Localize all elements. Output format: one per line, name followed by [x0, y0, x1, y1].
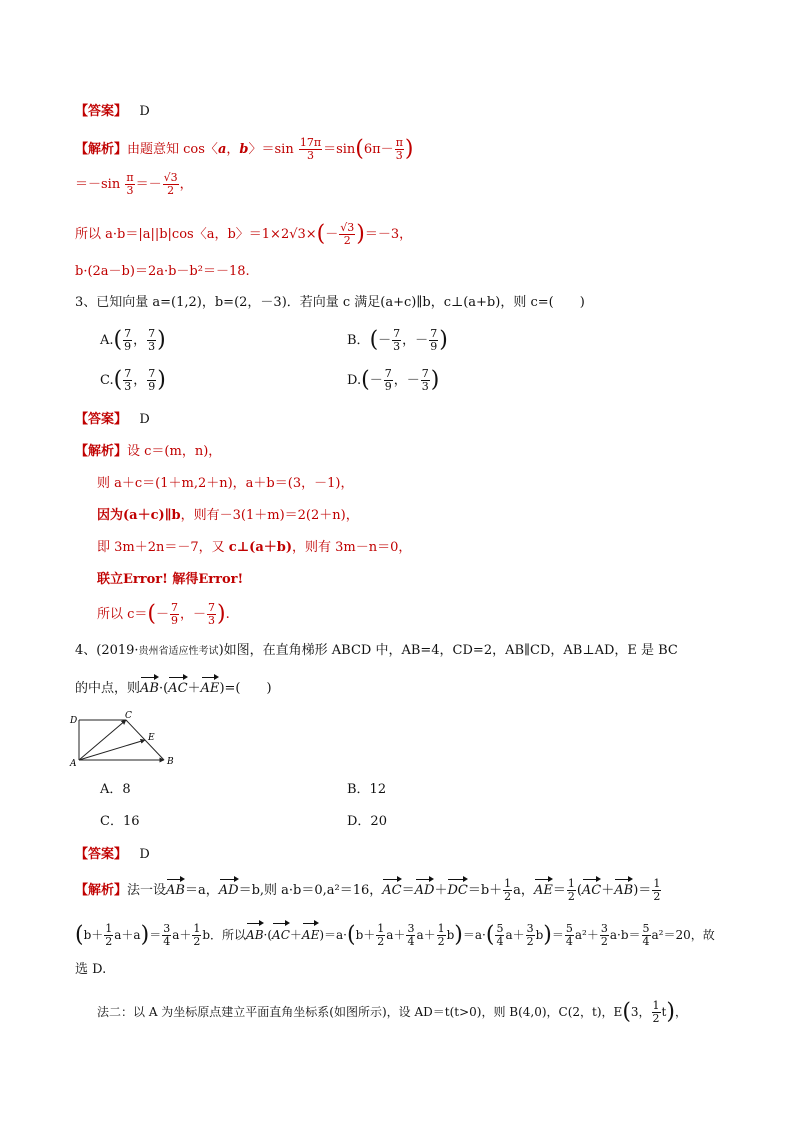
fraction: $\frac{\pi}{3}$	[395, 136, 403, 162]
analysis-q3-3	[97, 506, 734, 526]
analysis-q4-2: (b＋ $\frac{1}{2}$ a＋a)＝ $\frac{3}{4}$ a＋ $\frac{1}{2}$ b．所以AB·(AC＋AE)＝a·(b＋ $\frac{1}{2}$ a＋ $\frac{3}{4}$ a＋ $\frac{1}{2}$ b)＝a·( $\frac{5}{4}$ a＋ $\frac{3}{2}$ b)＝ $\frac{5}{4}$ a²＋ $\frac{3}{2}$ a·b＝ $\frac{5}{4}$ a²＝20，故	[75, 922, 715, 948]
highlight: 因为(a＋c)∥b	[97, 508, 181, 523]
expr: ＝－sin	[75, 177, 121, 192]
eq-sin-2: ＝sin	[323, 142, 356, 157]
expr: ，则有－3(1＋m)＝2(2＋n)，	[180, 508, 359, 523]
q4-option-b: B．12	[347, 782, 387, 797]
expr: ，则有 3m－n＝0，	[292, 540, 412, 555]
trapezoid-figure	[66, 710, 186, 772]
answer-value: D	[139, 412, 150, 427]
vector-AE: AE	[201, 676, 220, 699]
analysis-q3-4	[97, 538, 734, 558]
highlight: c⊥(a＋b)	[228, 540, 292, 555]
fraction: $\frac{√3}{2}$	[340, 221, 355, 247]
expr: b·(2a－b)＝2a·b－b²＝－18.	[75, 264, 250, 279]
vector-AB: AB	[140, 676, 159, 699]
analysis-tag: 【解析】	[75, 444, 128, 459]
option-b: B．(－ $\frac{7}{3}$ ，－ $\frac{7}{9}$ )	[347, 327, 448, 353]
var-b: b	[239, 142, 249, 157]
fraction: $\frac{\pi}{3}$	[126, 171, 134, 197]
analysis-q3-2: 则 a＋c＝(1＋m,2＋n)，a＋b＝(3，－1)，	[97, 476, 354, 491]
expr: 设 c＝(m，n)，	[127, 444, 222, 459]
expr: 所以 a·b＝|a||b|cos〈a，b〉＝1×2√3×	[75, 227, 317, 242]
question-4-stem-1: 4、(2019·贵州省适应性考试)如图，在直角梯形 ABCD 中，AB=4，CD=2，AB∥CD，AB⊥AD，E 是 BC	[75, 643, 678, 658]
analysis-q4-3: 选 D.	[75, 962, 107, 977]
answer-value: D	[139, 847, 150, 862]
expr: ，	[179, 177, 193, 192]
label-D: D	[70, 716, 78, 726]
q4-option-a: A．8	[100, 782, 131, 797]
var-a: a	[217, 142, 227, 157]
question-3-stem: 3、已知向量 a=(1,2)，b=(2，－3)．若向量 c 满足(a+c)∥b，c⊥(a+b)，则 c=( )	[75, 295, 585, 310]
eq-sin: 〉＝sin	[248, 142, 294, 157]
analysis-text: 由题意知 cos〈	[127, 142, 218, 157]
label-E: E	[148, 733, 155, 743]
analysis-line-3: 所以 a·b＝|a||b|cos〈a，b〉＝1×2√3×(－ $\frac{√3}{2}$ )＝－3，	[75, 221, 413, 247]
option-c: C.( $\frac{7}{3}$ ， $\frac{7}{9}$ )	[100, 367, 166, 393]
expr: 所以 c＝	[97, 607, 148, 622]
answer-tag: 【答案】	[75, 104, 128, 119]
option-a: A.( $\frac{7}{9}$ ， $\frac{7}{3}$ )	[100, 327, 166, 353]
analysis-q4-4: 法二：以 A 为坐标原点建立平面直角坐标系(如图所示)，设 AD＝t(t>0)，则 B(4,0)，C(2，t)，E(3， $\frac{1}{2}$ t)，	[97, 999, 687, 1025]
analysis-tag: 【解析】	[75, 883, 128, 898]
analysis-tag: 【解析】	[75, 142, 128, 157]
vector-AE-arrow	[79, 740, 145, 760]
analysis-line-4	[75, 262, 734, 282]
analysis-q3-5: 联立Error! 解得Error!	[97, 572, 244, 587]
vector-AC: AC	[168, 676, 187, 699]
expr: 即 3m＋2n＝－7，又	[97, 540, 229, 555]
label-B: B	[167, 757, 174, 767]
analysis-q3-1	[75, 442, 734, 462]
analysis-line-2	[75, 172, 734, 197]
source-note: 贵州省适应性考试	[138, 646, 219, 657]
answer-value: D	[139, 104, 150, 119]
analysis-q3-6: 所以 c＝(－ $\frac{7}{9}$ ，－ $\frac{7}{3}$ ).	[97, 601, 230, 627]
expr: ＝－	[135, 177, 162, 192]
answer-tag: 【答案】	[75, 847, 128, 862]
comma: ，	[226, 142, 240, 157]
inner-expr: 6π－	[363, 142, 394, 157]
expr: －	[325, 227, 339, 242]
option-d: D.(－ $\frac{7}{9}$ ，－ $\frac{7}{3}$ )	[347, 367, 440, 393]
expr: ＝－3，	[364, 227, 413, 242]
analysis-line-1: 【解析】由题意知 cos〈a，b〉＝sin $\frac{17\pi}{3}$ ＝sin(6π－ $\frac{\pi}{3}$ )	[75, 136, 414, 162]
label-C: C	[125, 711, 132, 721]
fraction: $\frac{17\pi}{3}$	[299, 136, 322, 162]
vector-AC-arrow	[79, 720, 126, 760]
q4-option-c: C．16	[100, 814, 140, 829]
analysis-q4-1: 【解析】法一设AB＝a，AD＝b,则 a·b＝0,a²＝16，AC＝AD＋DC＝b＋ $\frac{1}{2}$ a，AE＝ $\frac{1}{2}$ (AC＋AB)＝ $\frac{1}{2}$	[75, 877, 661, 903]
answer-tag: 【答案】	[75, 412, 128, 427]
answer-line-1	[75, 102, 734, 122]
label-A: A	[70, 759, 77, 769]
question-4-stem-2: 的中点，则AB·(AC＋AE)=( )	[75, 676, 734, 699]
q4-option-d: D．20	[347, 814, 387, 829]
answer-line-q3	[75, 410, 734, 430]
method-label: 法一	[127, 883, 154, 898]
answer-line-q4	[75, 845, 734, 865]
fraction: $\frac{√3}{2}$	[163, 171, 178, 197]
